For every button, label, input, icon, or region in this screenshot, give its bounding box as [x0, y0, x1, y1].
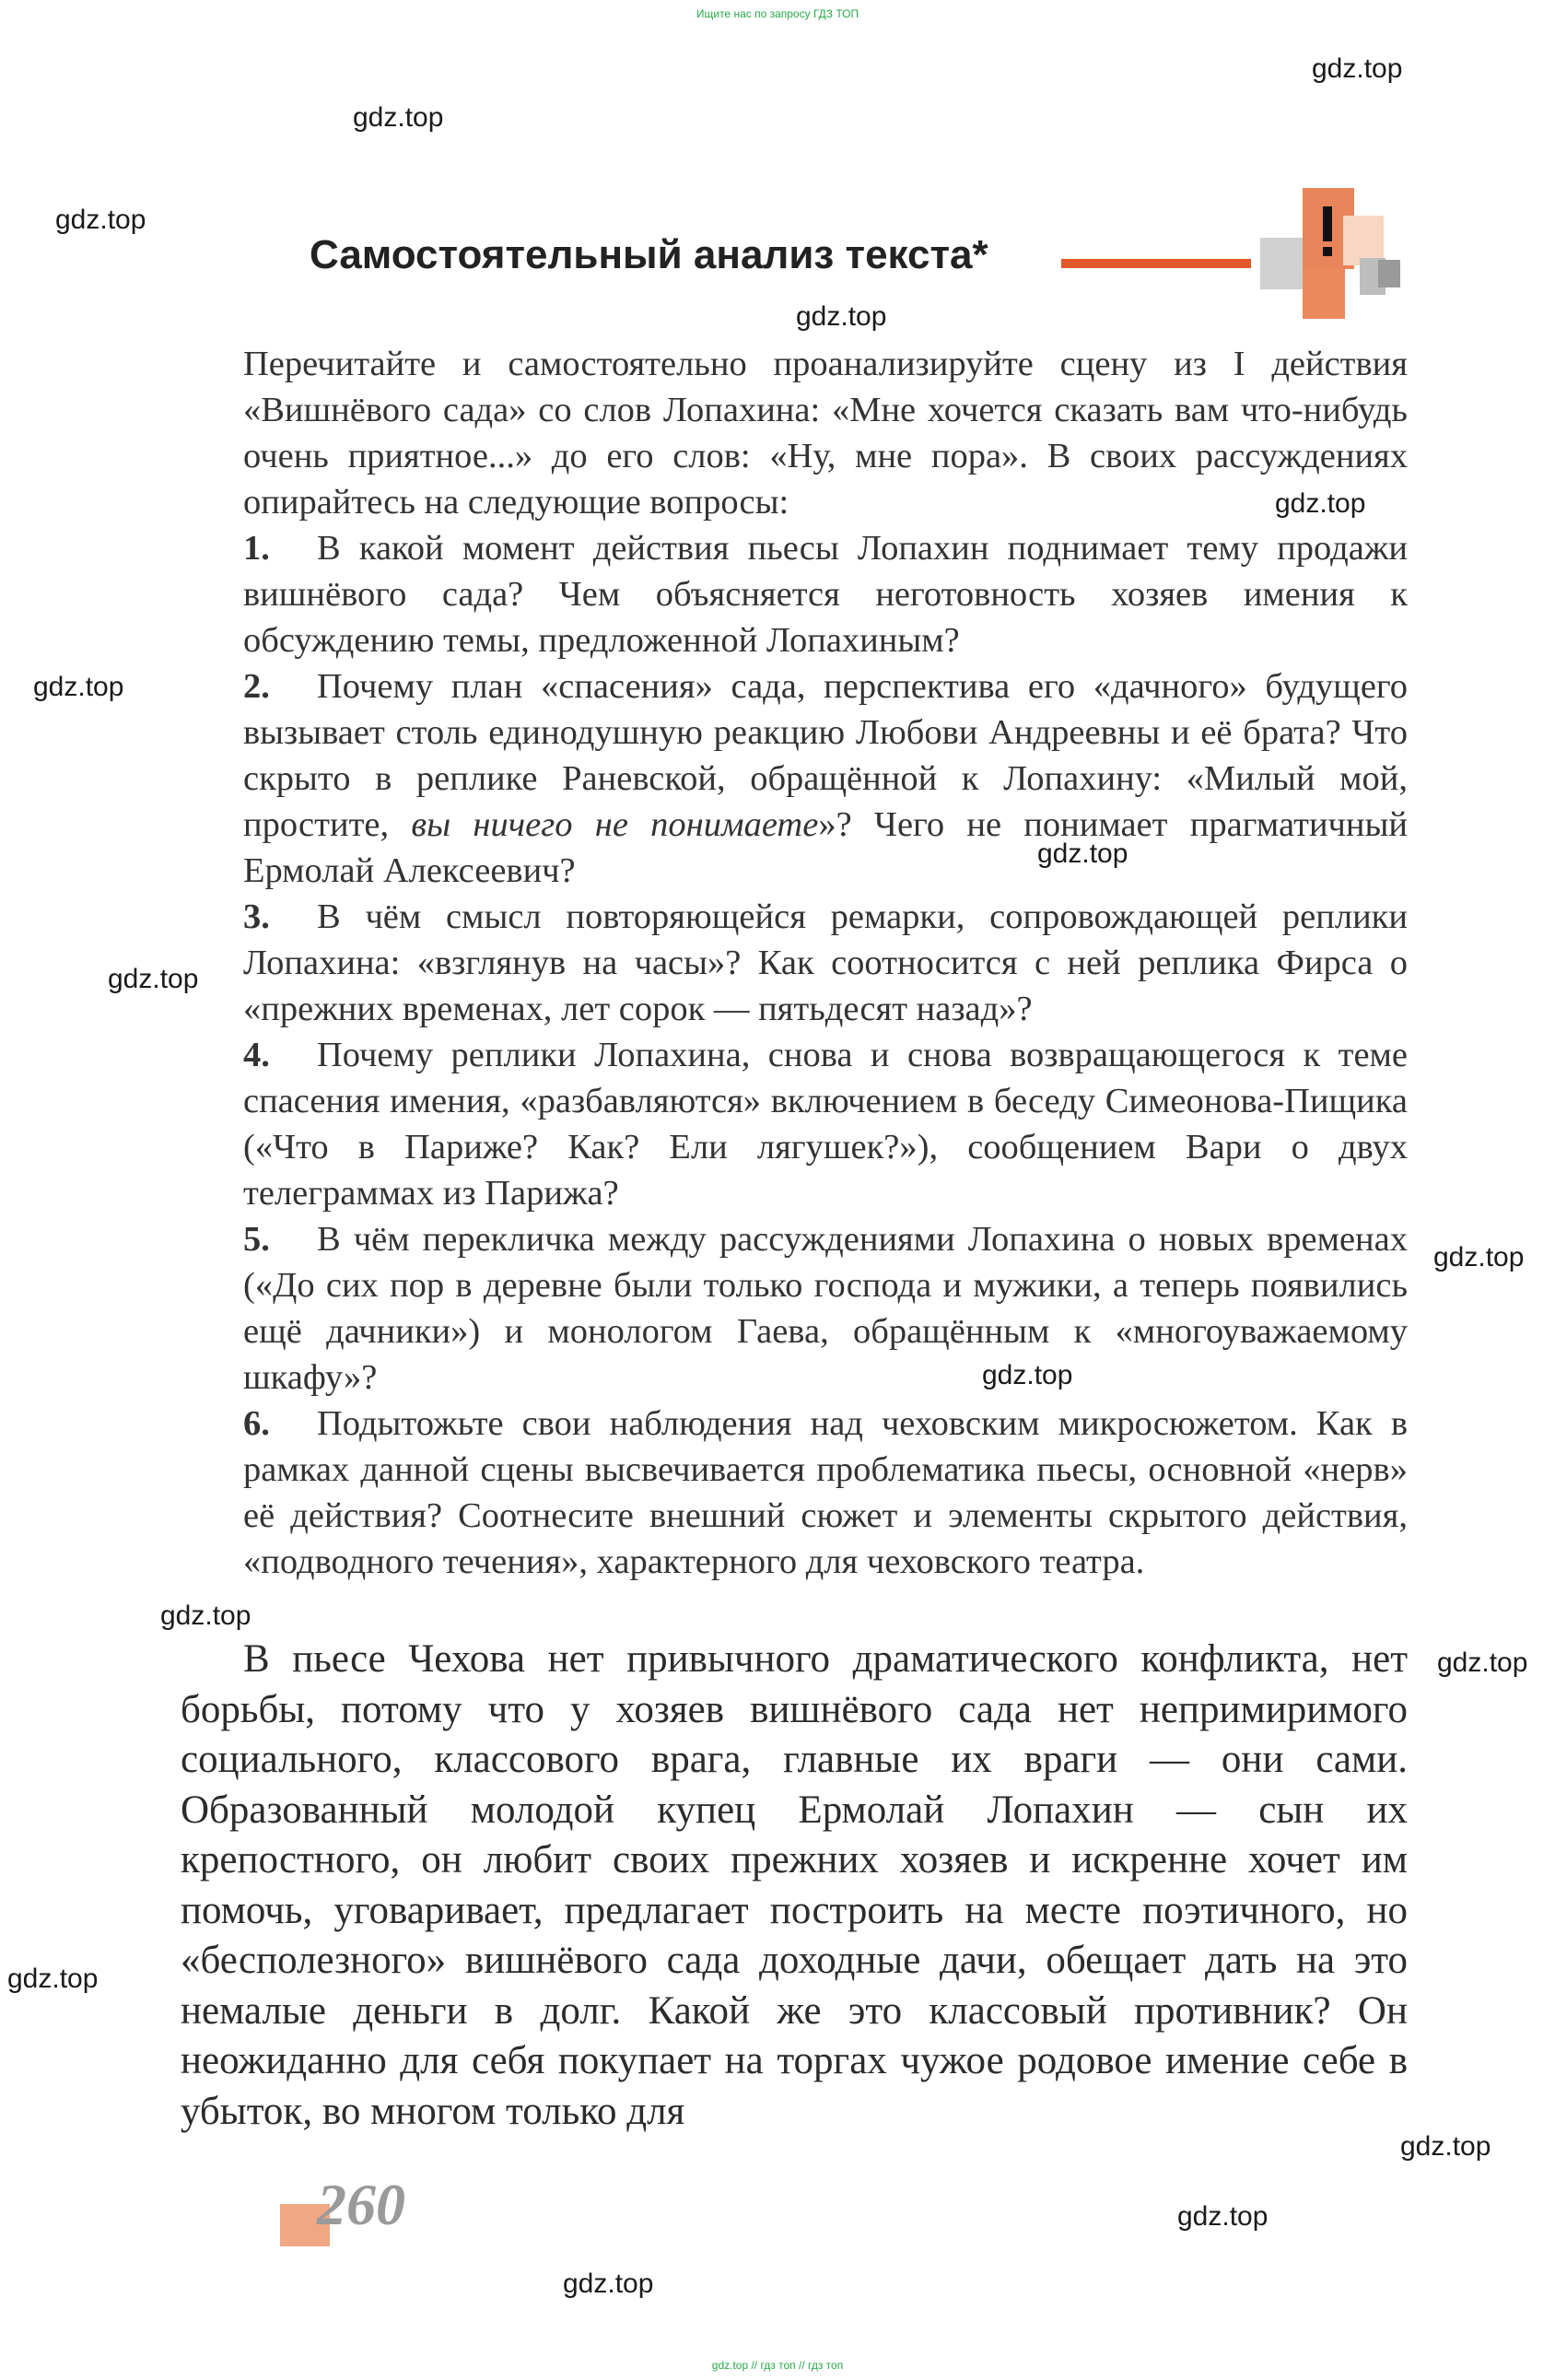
section-heading: Самостоятельный анализ текста*: [310, 232, 988, 277]
question-text: В чём перекличка между рассуждениями Лопахина о новых временах («До сих пор в деревне были только господа и мужики, а теперь появились ещё дачники») и монологом Гаева, обращённым к «многоуважаемому шкафу»?: [243, 1220, 1408, 1397]
watermark: gdz.top: [1433, 1242, 1525, 1272]
watermark: gdz.top: [1312, 53, 1403, 84]
task-intro: Перечитайте и самостоятельно проанализируйте сцену из I действия «Вишнёвого сада» со слов Лопахина: «Мне хочется сказать вам что-нибудь очень приятное...» до его слов: «Ну, мне пора». В своих рассуждениях опирайтесь на следующие вопросы:: [243, 345, 1408, 522]
exclamation-icon: [1258, 188, 1406, 321]
watermark: gdz.top: [33, 672, 124, 702]
watermark: gdz.top: [563, 2269, 654, 2299]
page-number: 260: [317, 2172, 405, 2237]
watermark: gdz.top: [55, 205, 146, 235]
question-text: Почему реплики Лопахина, снова и снова возвращающегося к теме спасения имения, «разбавляются» включением в беседу Симеонова-Пищика («Что в Париже? Как? Ели лягушек?»), сообщением Вари о двух телеграммах из Парижа?: [243, 1036, 1408, 1213]
question-number: 1.: [243, 529, 270, 568]
question-text: »? Чего не понимает прагматичный Ермолай Алексеевич?: [243, 805, 1408, 890]
top-banner: Ищите нас по запросу ГДЗ ТОП: [696, 7, 859, 20]
question-item: [243, 525, 1408, 663]
question-text: Подытожьте свои наблюдения над чеховским микросюжетом. Как в рамках данной сцены высвечивается проблематика пьесы, основной «нерв» её действия? Соотнесите внешний сюжет и элементы скрытого действия, «подводного течения», характерного для чеховского театра.: [243, 1404, 1408, 1581]
watermark: gdz.top: [108, 964, 199, 994]
question-text: Почему план «спасения» сада, перспектива его «дачного» будущего вызывает столь единодушную реакцию Любови Андреевны и её брата? Что скрыто в реплике Раневской, обращённой к Лопахину: «Милый мой, простите,: [243, 667, 1408, 844]
watermark: gdz.top: [1400, 2131, 1491, 2162]
question-number: 6.: [243, 1404, 270, 1443]
watermark: gdz.top: [1275, 488, 1366, 519]
question-text: В чём смысл повторяющейся ремарки, сопровождающей реплики Лопахина: «взглянув на часы»? Как соотносится с ней реплика Фирса о «прежних временах, лет сорок — пятьдесят назад»?: [243, 897, 1408, 1028]
watermark: gdz.top: [160, 1600, 251, 1631]
question-number: 2.: [243, 667, 270, 706]
question-number: 5.: [243, 1220, 270, 1259]
question-item: [243, 1401, 1408, 1585]
essay-paragraph: В пьесе Чехова нет привычного драматического конфликта, нет борьбы, потому что у хозяев вишнёвого сада нет непримиримого социального, классового врага, главные их враги — они сами. Образованный молодой купец Ермолай Лопахин — сын их крепостного, он любит своих прежних хозяев и искренне хочет им помочь, уговаривает, предлагает построить на месте поэтичного, но «бесполезного» вишнёвого сада доходные дачи, обещает дать на это немалые деньги в долг. Какой же это классовый противник? Он неожиданно для себя покупает на торгах чужое родовое имение себе в убыток, во многом только для: [181, 1637, 1408, 2133]
watermark: gdz.top: [1037, 838, 1128, 869]
heading-rule: [1061, 259, 1251, 268]
question-number: 3.: [243, 897, 270, 936]
watermark: gdz.top: [982, 1360, 1073, 1390]
question-number: 4.: [243, 1036, 270, 1074]
task-block: [243, 341, 1408, 1585]
footer-banner: gdz.top // гдз топ // гдз топ: [711, 2359, 844, 2372]
watermark: gdz.top: [7, 1964, 99, 1994]
question-item: [243, 663, 1408, 894]
question-italic-text: вы ничего не понимаете: [411, 805, 819, 844]
watermark: gdz.top: [796, 301, 887, 332]
question-text: В какой момент действия пьесы Лопахин поднимает тему продажи вишнёвого сада? Чем объясняется неготовность хозяев имения к обсуждению темы, предложенной Лопахиным?: [243, 529, 1408, 660]
question-item: [243, 1216, 1408, 1401]
watermark: gdz.top: [1177, 2201, 1269, 2232]
question-item: [243, 1032, 1408, 1216]
question-item: [243, 894, 1408, 1032]
watermark: gdz.top: [1437, 1647, 1528, 1678]
watermark: gdz.top: [353, 102, 444, 133]
